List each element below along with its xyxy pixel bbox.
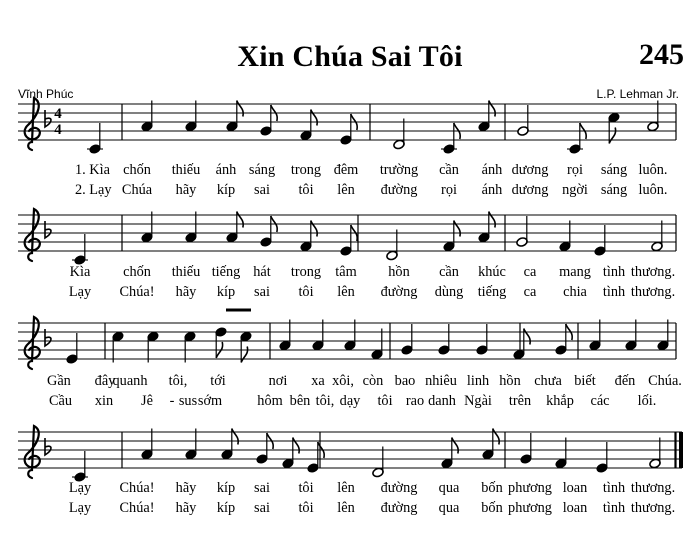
lyric-syllable: biết	[574, 373, 596, 389]
lyric-syllable: ngời	[562, 182, 588, 198]
lyric-syllable: Chúa!	[119, 500, 155, 516]
lyric-syllable: tình	[602, 264, 626, 280]
lyric-syllable: kíp	[216, 480, 236, 496]
lyric-syllable: 1. Kìa	[75, 162, 110, 178]
lyric-syllable: nơi	[268, 373, 288, 389]
eighth-flag	[232, 429, 238, 445]
lyric-syllable: tôi	[298, 480, 314, 496]
lyric-syllable: bốn	[481, 500, 503, 516]
lyric-syllable: Lạy	[68, 500, 92, 516]
lyric-syllable: hồn	[499, 373, 521, 389]
lyric-syllable: khúc	[478, 264, 506, 280]
time-signature-bottom: 4	[54, 122, 62, 138]
lyric-syllable: ánh	[215, 162, 237, 178]
lyric-syllable: tôi	[298, 284, 314, 300]
lyric-syllable: tôi	[298, 500, 314, 516]
lyric-syllable: khắp	[546, 393, 574, 409]
lyric-syllable: cần	[439, 162, 459, 178]
lyric-syllable: nhiêu	[425, 373, 457, 389]
lyric-syllable: tình	[602, 480, 626, 496]
lyric-syllable: chốn	[123, 162, 151, 178]
lyric-syllable: chia	[563, 284, 587, 300]
lyric-syllable: lối.	[637, 393, 657, 409]
lyric-syllable: Ngài	[464, 393, 492, 409]
lyric-syllable: sáng	[600, 182, 628, 198]
lyric-syllable: đường	[380, 284, 418, 300]
lyric-syllable: rọi	[441, 182, 457, 198]
lyric-syllable: loan	[562, 500, 588, 516]
lyric-syllable: tôi	[377, 393, 393, 409]
lyric-syllable: phương	[508, 480, 552, 496]
eighth-flag	[493, 429, 499, 445]
lyric-syllable: Lạy	[68, 284, 92, 300]
lyric-syllable: sai	[254, 500, 270, 516]
lyric-syllable: tình	[602, 284, 626, 300]
eighth-flag	[489, 212, 495, 228]
lyric-syllable: sai	[254, 182, 270, 198]
eighth-flag	[524, 329, 530, 345]
lyric-syllable: trong	[290, 264, 322, 280]
lyric-syllable: Jê	[141, 393, 153, 409]
treble-clef-icon	[25, 209, 40, 261]
lyric-syllable: Chúa!	[119, 480, 155, 496]
lyric-syllable: bao	[394, 373, 416, 389]
eighth-flag	[311, 221, 317, 237]
lyric-syllable: tâm	[335, 264, 357, 280]
lyric-syllable: lên	[337, 284, 355, 300]
lyric-syllable: qua	[438, 500, 460, 516]
lyric-syllable: loan	[562, 480, 588, 496]
treble-clef-icon	[25, 426, 40, 478]
lyric-syllable: dương	[511, 182, 549, 198]
lyric-syllable: Chúa	[121, 182, 153, 198]
eighth-flag	[489, 101, 495, 117]
lyric-syllable: hát	[253, 264, 271, 280]
lyric-syllable: mang	[559, 264, 591, 280]
lyric-syllable: thương.	[630, 480, 676, 496]
hymn-title: Xin Chúa Sai Tôi	[237, 40, 463, 73]
eighth-flag	[452, 438, 458, 454]
lyric-syllable: sáng	[248, 162, 276, 178]
lyric-syllable: kíp	[216, 182, 236, 198]
lyric-syllable: tới	[210, 373, 226, 389]
lyric-syllable: hồn	[388, 264, 410, 280]
eighth-flag	[293, 438, 299, 454]
lyric-syllable: Lạy	[68, 480, 92, 496]
eighth-flag	[454, 221, 460, 237]
time-signature-top: 4	[54, 106, 62, 122]
lyric-syllable: tình	[602, 500, 626, 516]
lyric-syllable: 2. Lạy	[75, 182, 112, 198]
lyric-syllable: xôi,	[332, 373, 354, 389]
lyric-syllable: đây	[94, 373, 116, 389]
lyric-syllable: chốn	[123, 264, 151, 280]
lyric-syllable: tiếng	[477, 284, 507, 300]
lyric-syllable: đến	[614, 373, 636, 389]
lyric-syllable: sai	[254, 480, 270, 496]
lyric-syllable: thương.	[630, 264, 676, 280]
treble-clef-icon	[25, 98, 40, 150]
lyric-syllable: sớm	[197, 393, 223, 409]
lyricist-credit: Vĩnh Phúc	[18, 87, 74, 101]
lyric-syllable: lên	[337, 480, 355, 496]
lyric-syllable: hãy	[175, 182, 197, 198]
lyric-syllable: còn	[362, 373, 384, 389]
lyric-syllable: cần	[439, 264, 459, 280]
composer-credit: L.P. Lehman Jr.	[596, 87, 679, 101]
lyric-syllable: qua	[438, 480, 460, 496]
lyric-syllable: tôi	[298, 182, 314, 198]
lyric-syllable: xa	[311, 373, 325, 389]
lyric-syllable: kíp	[216, 500, 236, 516]
lyric-syllable: Chúa.	[648, 373, 682, 389]
lyric-syllable: tôi,	[315, 393, 335, 409]
lyric-syllable: quanh	[112, 373, 148, 389]
lyric-syllable: trường	[379, 162, 419, 178]
eighth-flag	[241, 347, 247, 363]
lyric-syllable: hãy	[175, 284, 197, 300]
lyric-syllable: thương.	[630, 284, 676, 300]
lyric-syllable: ca	[523, 264, 537, 280]
lyric-syllable: các	[590, 393, 610, 409]
lyric-syllable: rao	[405, 393, 425, 409]
lyric-syllable: dùng	[434, 284, 464, 300]
lyric-syllable: hãy	[175, 500, 197, 516]
final-barline-thick	[679, 432, 683, 468]
lyric-syllable: bốn	[481, 480, 503, 496]
eighth-flag	[237, 212, 243, 228]
lyric-syllable: dạy	[339, 393, 361, 409]
lyric-syllable: bên	[289, 393, 311, 409]
lyric-syllable: rọi	[567, 162, 583, 178]
lyric-syllable: hãy	[175, 480, 197, 496]
lyric-syllable: trên	[508, 393, 532, 409]
lyric-syllable: linh	[466, 373, 490, 389]
lyric-syllable: -	[169, 393, 175, 409]
lyric-syllable: lên	[337, 182, 355, 198]
lyric-syllable: Kìa	[69, 264, 91, 280]
lyric-syllable: đường	[380, 480, 418, 496]
lyric-syllable: xin	[94, 393, 114, 409]
lyric-syllable: dương	[511, 162, 549, 178]
eighth-flag	[609, 128, 615, 144]
lyric-syllable: kíp	[216, 284, 236, 300]
lyric-syllable: sáng	[600, 162, 628, 178]
lyric-syllable: tôi,	[168, 373, 188, 389]
lyric-syllable: chưa	[534, 373, 562, 389]
lyric-syllable: đường	[380, 500, 418, 516]
lyric-syllable: Gần	[47, 373, 71, 389]
lyric-syllable: ánh	[481, 182, 503, 198]
lyric-syllable: hôm	[257, 393, 283, 409]
lyric-syllable: thương.	[630, 500, 676, 516]
lyric-syllable: trong	[290, 162, 322, 178]
treble-clef-icon	[25, 317, 40, 369]
lyric-syllable: đường	[380, 182, 418, 198]
lyric-syllable: phương	[508, 500, 552, 516]
lyric-syllable: tiếng	[211, 264, 241, 280]
lyric-syllable: đêm	[333, 162, 359, 178]
lyric-syllable: Chúa!	[119, 284, 155, 300]
eighth-flag	[311, 110, 317, 126]
lyric-syllable: sus	[178, 393, 198, 409]
lyric-syllable: Cầu	[49, 393, 73, 409]
lyric-syllable: danh	[428, 393, 456, 409]
lyric-syllable: luôn.	[638, 162, 668, 178]
lyric-syllable: thiếu	[171, 264, 201, 280]
lyric-syllable: thiếu	[171, 162, 201, 178]
lyric-syllable: lên	[337, 500, 355, 516]
lyric-syllable: sai	[254, 284, 270, 300]
lyric-syllable: ca	[523, 284, 537, 300]
hymn-number: 245	[639, 38, 684, 71]
lyric-syllable: ánh	[481, 162, 503, 178]
eighth-flag	[237, 101, 243, 117]
lyric-syllable: luôn.	[638, 182, 668, 198]
